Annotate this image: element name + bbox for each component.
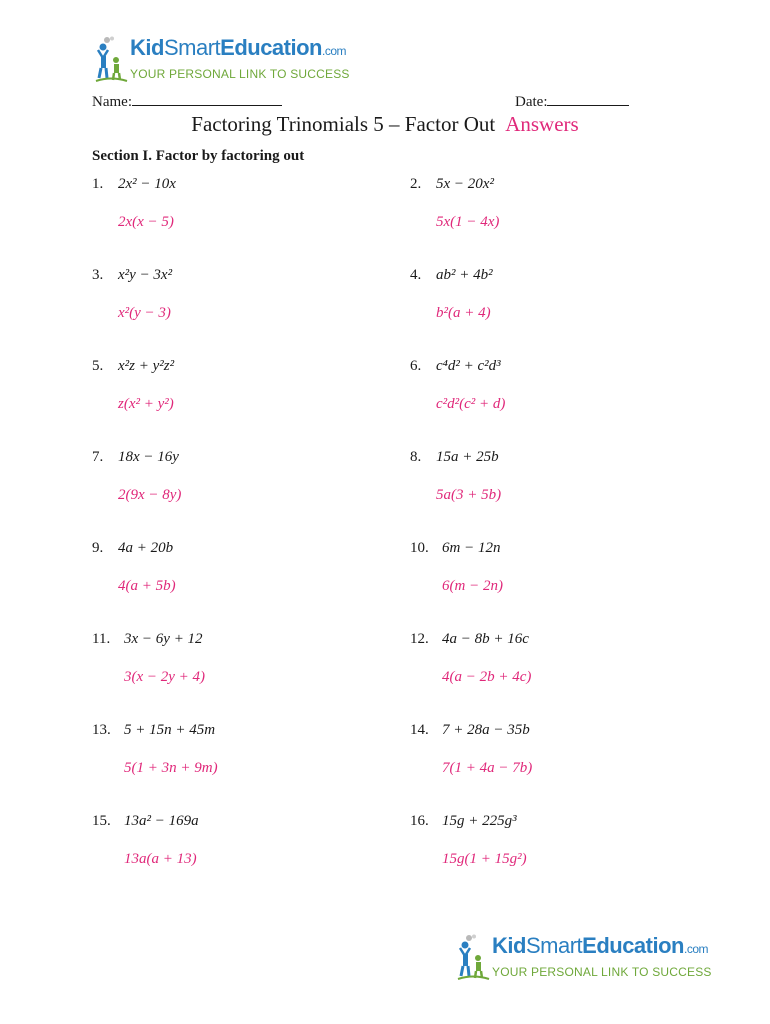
problem-number: 9. — [92, 540, 104, 556]
problem-4 — [410, 267, 493, 284]
name-field — [92, 93, 282, 111]
brand-education: Education — [220, 35, 322, 60]
answer-10: 6(m − 2n) — [442, 578, 503, 594]
name-label: Name: — [92, 94, 132, 110]
brand-tagline: YOUR PERSONAL LINK TO SUCCESS — [492, 965, 712, 979]
brand-tagline: YOUR PERSONAL LINK TO SUCCESS — [130, 67, 350, 81]
brand-com: .com — [683, 942, 708, 956]
problem-expression: 5x − 20x² — [436, 176, 494, 192]
problem-number: 12. — [410, 631, 429, 647]
date-field — [515, 93, 629, 111]
answer-1: 2x(x − 5) — [118, 214, 174, 230]
problem-14 — [410, 722, 530, 739]
problem-expression: 6m − 12n — [442, 540, 501, 556]
problem-7 — [92, 449, 179, 466]
answer-8: 5a(3 + 5b) — [436, 487, 502, 503]
problem-number: 4. — [410, 267, 422, 283]
problem-2 — [410, 176, 494, 193]
brand-name — [130, 36, 350, 63]
problem-number: 13. — [92, 722, 111, 738]
problem-expression: 15a + 25b — [436, 449, 499, 465]
name-blank — [132, 93, 282, 106]
problem-expression: 5 + 15n + 45m — [124, 722, 216, 738]
problem-expression: 4a − 8b + 16c — [442, 631, 529, 647]
kid-figure-icon — [456, 934, 490, 980]
answer-15: 13a(a + 13) — [124, 851, 197, 867]
problem-number: 8. — [410, 449, 422, 465]
problem-number: 7. — [92, 449, 104, 465]
brand-smart: Smart — [163, 35, 221, 60]
problem-expression: 2x² − 10x — [118, 176, 176, 192]
kid-figure-icon — [94, 36, 128, 82]
brand-education: Education — [582, 933, 684, 958]
problem-number: 16. — [410, 813, 429, 829]
brand-smart: Smart — [525, 933, 583, 958]
problem-9 — [92, 540, 173, 557]
brand-logo-bottom — [456, 934, 712, 980]
brand-logo-top — [94, 36, 350, 82]
answer-2: 5x(1 − 4x) — [436, 214, 500, 230]
section-heading: Section I. Factor by factoring out — [92, 148, 305, 164]
problem-expression: ab² + 4b² — [436, 267, 493, 283]
answer-6: c²d²(c² + d) — [436, 396, 506, 412]
problem-expression: 13a² − 169a — [124, 813, 199, 829]
problem-15 — [92, 813, 199, 830]
page-title — [0, 112, 770, 137]
answer-9: 4(a + 5b) — [118, 578, 176, 594]
problem-number: 2. — [410, 176, 422, 192]
problem-number: 10. — [410, 540, 429, 556]
answer-5: z(x² + y²) — [118, 396, 174, 412]
brand-kid: Kid — [130, 35, 164, 60]
problem-number: 14. — [410, 722, 429, 738]
problem-number: 5. — [92, 358, 104, 374]
problem-1 — [92, 176, 176, 193]
problem-expression: x²z + y²z² — [118, 358, 175, 374]
problem-16 — [410, 813, 517, 830]
answer-16: 15g(1 + 15g²) — [442, 851, 527, 867]
problem-number: 3. — [92, 267, 104, 283]
brand-com: .com — [321, 44, 346, 58]
problem-6 — [410, 358, 501, 375]
answer-12: 4(a − 2b + 4c) — [442, 669, 532, 685]
answer-11: 3(x − 2y + 4) — [124, 669, 206, 685]
problem-expression: 18x − 16y — [118, 449, 179, 465]
problem-expression: 4a + 20b — [118, 540, 174, 556]
problem-11 — [92, 631, 203, 648]
date-label: Date: — [515, 94, 548, 110]
problem-8 — [410, 449, 499, 466]
brand-name — [492, 934, 712, 961]
problem-number: 11. — [92, 631, 111, 647]
problem-number: 6. — [410, 358, 422, 374]
answer-14: 7(1 + 4a − 7b) — [442, 760, 533, 776]
problem-3 — [92, 267, 172, 284]
problem-number: 15. — [92, 813, 111, 829]
problem-number: 1. — [92, 176, 104, 192]
problem-10 — [410, 540, 500, 557]
problem-expression: 7 + 28a − 35b — [442, 722, 530, 738]
problem-5 — [92, 358, 174, 375]
problem-13 — [92, 722, 215, 739]
problem-expression: 15g + 225g³ — [442, 813, 517, 829]
problem-expression: c⁴d² + c²d³ — [436, 358, 501, 374]
answers-label: Answers — [505, 112, 579, 136]
problem-12 — [410, 631, 529, 648]
answer-4: b²(a + 4) — [436, 305, 491, 321]
date-blank — [547, 93, 629, 106]
answer-7: 2(9x − 8y) — [118, 487, 182, 503]
problem-expression: x²y − 3x² — [118, 267, 173, 283]
answer-3: x²(y − 3) — [118, 305, 171, 321]
problem-expression: 3x − 6y + 12 — [124, 631, 203, 647]
title-text: Factoring Trinomials 5 – Factor Out — [191, 112, 496, 136]
answer-13: 5(1 + 3n + 9m) — [124, 760, 218, 776]
brand-kid: Kid — [492, 933, 526, 958]
